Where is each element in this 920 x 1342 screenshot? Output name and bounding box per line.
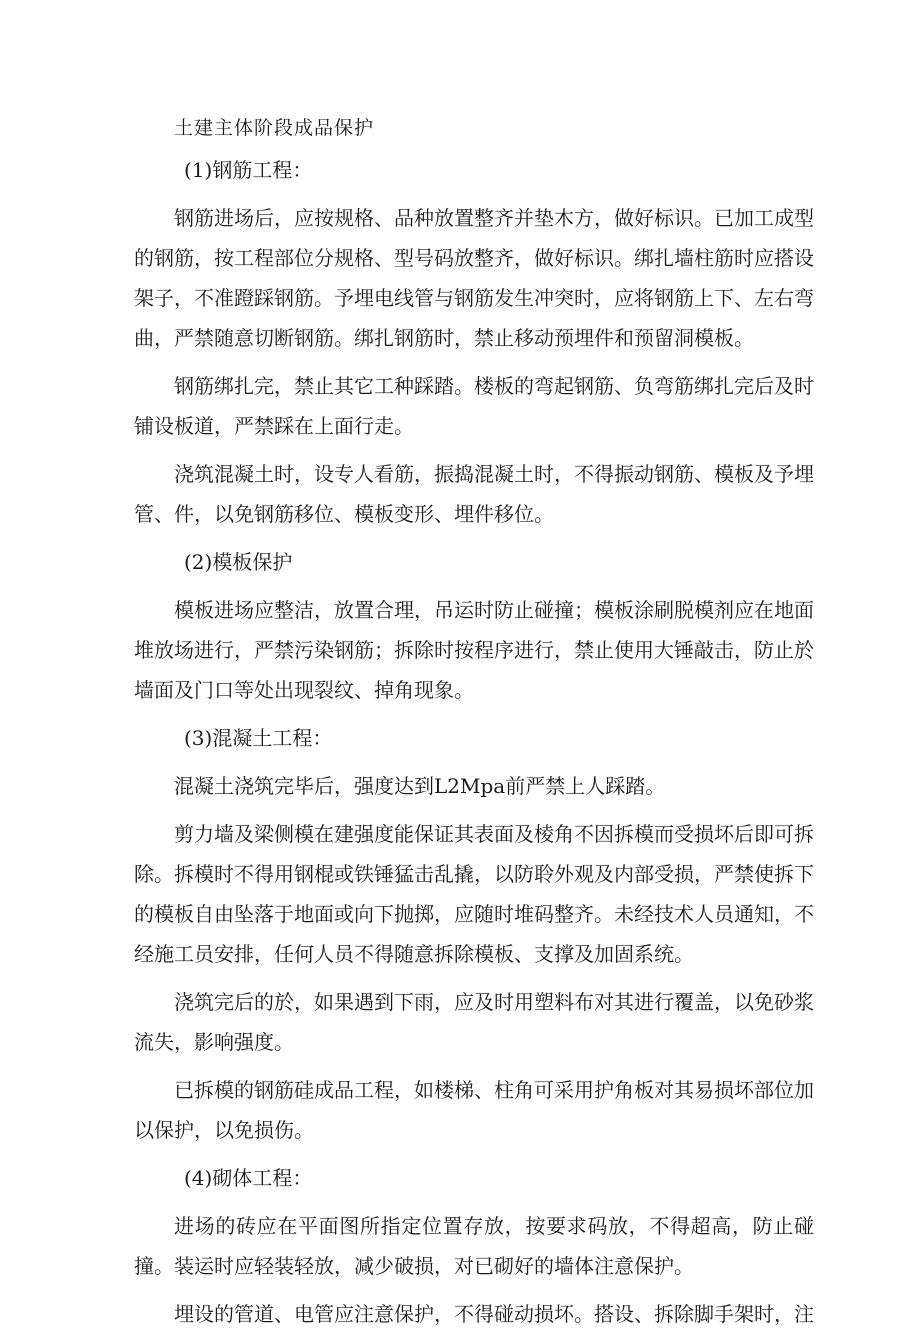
paragraph: 钢筋进场后，应按规格、品种放置整齐并垫木方，做好标识。已加工成型的钢筋，按工程部位分规格、型号码放整齐，做好标识。绑扎墙柱筋时应搭设架子，不准蹬踩钢筋。予埋电线管与钢筋发生冲突时，应将钢筋上下、左右弯曲，严禁随意切断钢筋。绑扎钢筋时，禁止移动预埋件和预留洞模板。	[134, 206, 814, 350]
paragraph: 埋设的管道、电管应注意保护，不得碰动损坏。搭设、拆除脚手架时，注	[174, 1302, 814, 1326]
paragraph: 模板进场应整洁，放置合理，吊运时防止碰撞；模板涂刷脱模剂应在地面堆放场进行，严禁污染钢筋；拆除时按程序进行，禁止使用大锤敲击，防止於墙面及门口等处出现裂纹、掉角现象。	[134, 598, 814, 702]
document-title: 土建主体阶段成品保护	[174, 117, 375, 139]
document-body	[134, 108, 814, 1342]
paragraph: 浇筑混凝土时，设专人看筋，振捣混凝土时，不得振动钢筋、模板及予埋管、件，以免钢筋移位、模板变形、埋件移位。	[134, 462, 814, 526]
section-heading-masonry: (4)砌体工程：	[184, 1166, 313, 1190]
paragraph: 钢筋绑扎完，禁止其它工种踩踏。楼板的弯起钢筋、负弯筋绑扎完后及时铺设板道，严禁踩在上面行走。	[134, 374, 814, 438]
paragraph: 浇筑完后的於，如果遇到下雨，应及时用塑料布对其进行覆盖，以免砂浆流失，影响强度。	[134, 990, 814, 1054]
paragraph: 已拆模的钢筋硅成品工程，如楼梯、柱角可采用护角板对其易损坏部位加以保护，以免损伤。	[134, 1078, 814, 1142]
section-heading-concrete: (3)混凝土工程：	[184, 726, 333, 750]
paragraph: 混凝土浇筑完毕后，强度达到L2Mpa前严禁上人踩踏。	[174, 774, 666, 798]
paragraph: 进场的砖应在平面图所指定位置存放，按要求码放，不得超高，防止碰撞。装运时应轻装轻放，减少破损，对已砌好的墙体注意保护。	[134, 1214, 814, 1278]
section-heading-formwork: (2)模板保护	[184, 550, 293, 574]
section-heading-rebar: (1)钢筋工程：	[184, 158, 313, 182]
paragraph: 剪力墙及梁侧模在建强度能保证其表面及棱角不因拆模而受损坏后即可拆除。拆模时不得用钢棍或铁锤猛击乱撬，以防聆外观及内部受损，严禁使拆下的模板自由坠落于地面或向下抛掷，应随时堆码整齐。未经技术人员通知，不经施工员安排，任何人员不得随意拆除模板、支撑及加固系统。	[134, 822, 814, 966]
